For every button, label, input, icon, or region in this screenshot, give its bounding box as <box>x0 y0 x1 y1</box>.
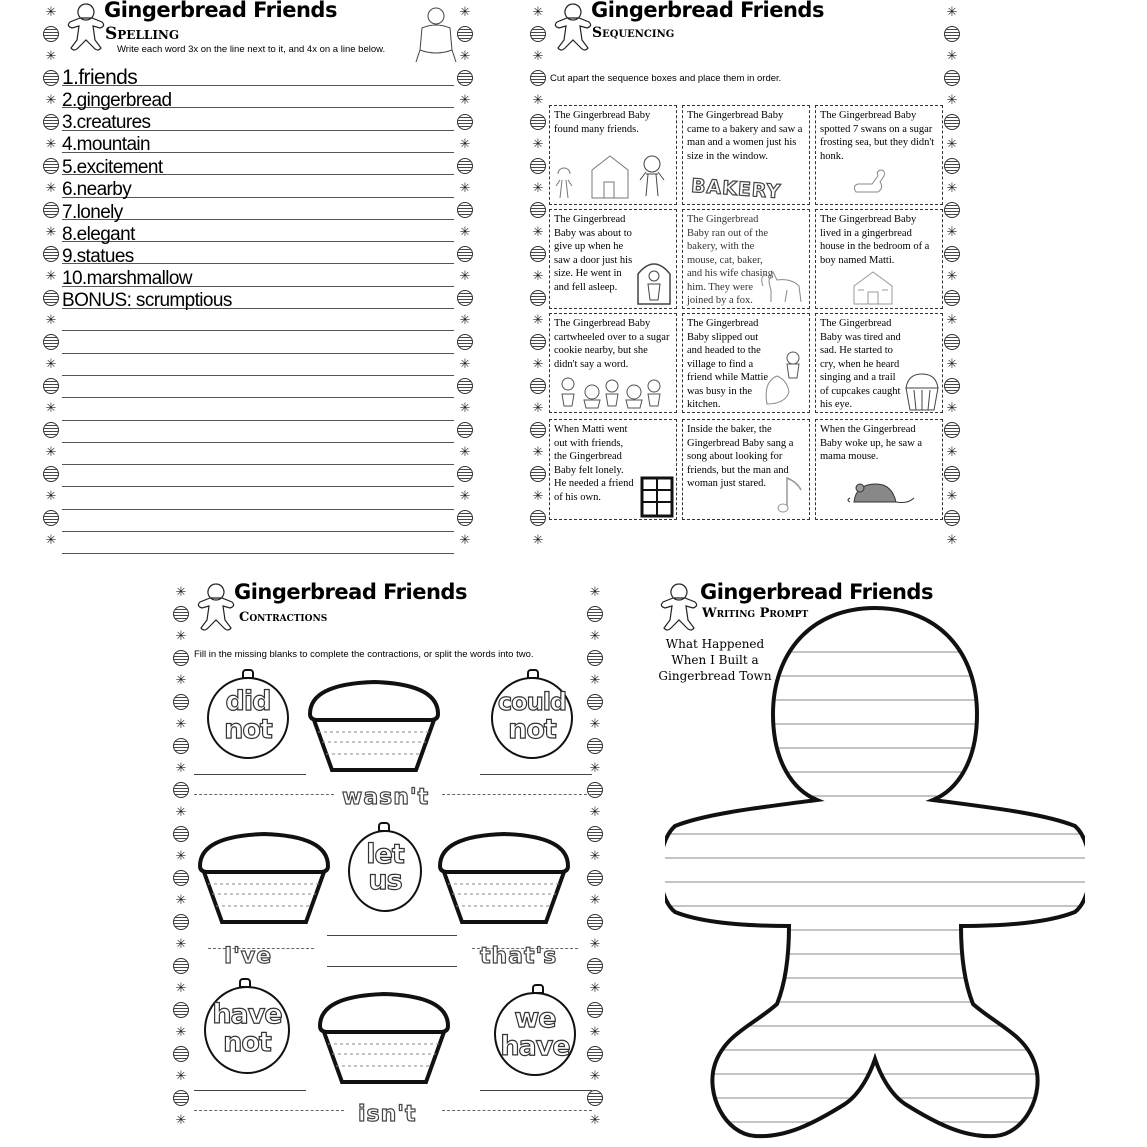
contraction-word: that's <box>480 944 558 969</box>
page-title: Gingerbread Friends <box>104 0 337 22</box>
star-icon: ✳ <box>946 444 958 459</box>
ornament-icon <box>173 606 189 622</box>
star-icon: ✳ <box>589 804 601 819</box>
star-icon: ✳ <box>946 4 958 19</box>
star-icon: ✳ <box>946 400 958 415</box>
ornament-icon <box>530 290 546 306</box>
spelling-word: 7.lonely <box>62 202 123 223</box>
ornament-icon <box>944 202 960 218</box>
ornament-icon <box>173 1002 189 1018</box>
ornament-icon <box>530 510 546 526</box>
ornament-border-right <box>943 0 961 566</box>
cookies-icon <box>554 374 672 410</box>
ornament-icon <box>530 70 546 86</box>
spelling-word: 2.gingerbread <box>62 90 172 111</box>
star-icon: ✳ <box>946 268 958 283</box>
page-title: Gingerbread Friends <box>591 0 824 22</box>
star-icon: ✳ <box>589 892 601 907</box>
writing-prompt: What Happened When I Built a Gingerbread Town <box>658 637 772 683</box>
ornament-icon <box>457 202 473 218</box>
ornament-icon <box>43 510 59 526</box>
sequence-card[interactable]: The Gingerbread Baby slipped out and headed to the village to find a friend while Mattie was busy in the kitchen. <box>682 313 810 413</box>
ornament-icon <box>173 870 189 886</box>
star-icon: ✳ <box>589 672 601 687</box>
star-icon: ✳ <box>589 980 601 995</box>
spelling-worksheet <box>42 0 474 566</box>
gingerbread-house-icon <box>850 270 896 306</box>
ornament-icon <box>944 510 960 526</box>
ornament-icon <box>457 290 473 306</box>
bakery-sign: BAKERY <box>690 174 782 204</box>
contraction-word: wasn't <box>342 785 430 810</box>
star-icon: ✳ <box>946 312 958 327</box>
star-icon: ✳ <box>946 92 958 107</box>
page-subtitle: Contractions <box>239 610 328 625</box>
star-icon: ✳ <box>532 268 544 283</box>
writing-line[interactable] <box>62 397 454 398</box>
star-icon: ✳ <box>45 92 57 107</box>
star-icon: ✳ <box>532 92 544 107</box>
sequence-card[interactable]: When the Gingerbread Baby woke up, he saw a mama mouse. <box>815 419 943 520</box>
ornament-icon <box>587 1046 603 1062</box>
writing-line[interactable] <box>62 330 454 331</box>
sequence-card[interactable]: The Gingerbread Baby spotted 7 swans on a sugar frosting sea, but they didn't honk. <box>815 105 943 205</box>
sequence-card[interactable]: When Matti went out with friends, the Gingerbread Baby felt lonely. He needed a friend of his own. <box>549 419 677 520</box>
ornament-icon <box>43 114 59 130</box>
star-icon: ✳ <box>589 1112 601 1127</box>
ornament-icon <box>173 650 189 666</box>
star-icon: ✳ <box>459 180 471 195</box>
ornament-border-left <box>42 0 60 566</box>
ornament-icon <box>587 694 603 710</box>
star-icon: ✳ <box>946 532 958 547</box>
star-icon: ✳ <box>946 136 958 151</box>
sequence-card[interactable]: The Gingerbread Baby came to a bakery and saw a man and a women just his size in the window. BAKERY <box>682 105 810 205</box>
star-icon: ✳ <box>946 224 958 239</box>
ornament-icon <box>530 158 546 174</box>
star-icon: ✳ <box>459 488 471 503</box>
page-title: Gingerbread Friends <box>700 580 933 604</box>
star-icon: ✳ <box>532 356 544 371</box>
star-icon: ✳ <box>175 936 187 951</box>
ornament-icon <box>587 1090 603 1106</box>
star-icon: ✳ <box>459 400 471 415</box>
ornament-icon <box>173 694 189 710</box>
spelling-word: 5.excitement <box>62 157 163 178</box>
sequence-card[interactable]: The Gingerbread Baby cartwheeled over to a sugar cookie nearby, but she didn't say a word. <box>549 313 677 413</box>
swan-icon <box>850 166 892 198</box>
star-icon: ✳ <box>175 716 187 731</box>
star-icon: ✳ <box>946 488 958 503</box>
cupcake-answer-box[interactable] <box>304 676 444 776</box>
instructions: Fill in the missing blanks to complete the contractions, or split the words into two. <box>194 649 534 660</box>
gingerbread-writing-shape[interactable] <box>665 604 1085 1144</box>
spelling-word: 8.elegant <box>62 224 135 245</box>
star-icon: ✳ <box>589 628 601 643</box>
cupcake-answer-box[interactable] <box>434 828 574 928</box>
star-icon: ✳ <box>532 180 544 195</box>
cupcake-icon <box>902 370 942 412</box>
ornament-icon <box>530 422 546 438</box>
page-subtitle: Writing Prompt <box>702 606 809 621</box>
ornament-border-left <box>172 580 190 1146</box>
ornament-icon <box>587 782 603 798</box>
star-icon: ✳ <box>532 136 544 151</box>
spelling-word: 4.mountain <box>62 134 151 155</box>
gingerbread-chef-icon <box>763 348 807 408</box>
star-icon: ✳ <box>459 4 471 19</box>
ornament-icon <box>457 246 473 262</box>
contraction-word: I've <box>224 944 273 969</box>
ornament-icon <box>43 334 59 350</box>
ornament-icon <box>587 1002 603 1018</box>
contraction-word: isn't <box>358 1102 417 1127</box>
sequence-card[interactable]: The Gingerbread Baby lived in a gingerbread house in the bedroom of a boy named Matti. <box>815 209 943 309</box>
star-icon: ✳ <box>459 444 471 459</box>
gingerbread-man-icon <box>66 2 106 52</box>
ornament-icon <box>173 958 189 974</box>
spelling-word: 3.creatures <box>62 112 151 133</box>
star-icon: ✳ <box>175 760 187 775</box>
ornament-icon <box>457 334 473 350</box>
star-icon: ✳ <box>45 400 57 415</box>
star-icon: ✳ <box>45 268 57 283</box>
ornament-icon <box>173 1046 189 1062</box>
star-icon: ✳ <box>532 224 544 239</box>
ornament-icon <box>587 606 603 622</box>
ornament-have-not: have not <box>204 986 290 1074</box>
star-icon: ✳ <box>946 356 958 371</box>
ornament-icon <box>457 158 473 174</box>
gingerbread-man-icon <box>553 2 593 52</box>
writing-line[interactable] <box>62 509 454 510</box>
sequencing-worksheet <box>529 0 961 566</box>
writing-line[interactable] <box>62 531 454 532</box>
star-icon: ✳ <box>175 584 187 599</box>
ornament-icon <box>944 246 960 262</box>
star-icon: ✳ <box>45 48 57 63</box>
star-icon: ✳ <box>589 584 601 599</box>
ornament-border-right <box>586 580 604 1146</box>
mouse-icon <box>846 474 916 512</box>
ornament-icon <box>43 202 59 218</box>
star-icon: ✳ <box>175 892 187 907</box>
star-icon: ✳ <box>532 532 544 547</box>
ornament-icon <box>457 26 473 42</box>
star-icon: ✳ <box>459 136 471 151</box>
star-icon: ✳ <box>175 848 187 863</box>
ornament-icon <box>43 26 59 42</box>
sequence-card[interactable]: The Gingerbread Baby ran out of the bakery, with the mouse, cat, baker, and his wife chasing him. They were joined by a fox. <box>682 209 810 309</box>
instructions: Cut apart the sequence boxes and place them in order. <box>550 73 782 84</box>
gingerbread-chef-icon <box>412 4 458 66</box>
spelling-word: BONUS: scrumptious <box>62 290 232 311</box>
ornament-icon <box>43 246 59 262</box>
ornament-icon <box>587 650 603 666</box>
ornament-icon <box>944 422 960 438</box>
ornament-icon <box>587 914 603 930</box>
star-icon: ✳ <box>45 224 57 239</box>
ornament-icon <box>530 114 546 130</box>
ornament-icon <box>173 738 189 754</box>
ornament-we-have: we have <box>494 992 576 1076</box>
ornament-icon <box>530 466 546 482</box>
ornament-icon <box>944 158 960 174</box>
ornament-icon <box>530 334 546 350</box>
ornament-border-right <box>456 0 474 566</box>
ornament-icon <box>530 378 546 394</box>
ornament-icon <box>43 422 59 438</box>
star-icon: ✳ <box>175 628 187 643</box>
sequence-card[interactable]: The Gingerbread Baby was about to give up when he saw a door just his size. He went in and fell asleep. <box>549 209 677 309</box>
ornament-icon <box>173 914 189 930</box>
ornament-let-us: let us <box>348 830 422 912</box>
contractions-worksheet <box>172 580 604 1146</box>
ornament-icon <box>173 1090 189 1106</box>
spelling-word: 1.friends <box>62 66 138 89</box>
writing-line[interactable] <box>62 553 454 554</box>
star-icon: ✳ <box>459 48 471 63</box>
ornament-did-not: did not <box>207 677 289 759</box>
gingerbread-house-icon <box>554 152 672 202</box>
cupcake-answer-box[interactable] <box>314 988 454 1088</box>
ornament-icon <box>43 378 59 394</box>
star-icon: ✳ <box>532 48 544 63</box>
window-icon <box>640 476 674 518</box>
writing-line[interactable] <box>62 486 454 487</box>
sequence-card[interactable]: The Gingerbread Baby was tired and sad. He started to cry, when he heard singing and a trail of cupcakes caught his eye. <box>815 313 943 413</box>
star-icon: ✳ <box>45 4 57 19</box>
sequence-card[interactable]: Inside the baker, the Gingerbread Baby sang a song about looking for friends, but the man and woman just stared. <box>682 419 810 520</box>
ornament-icon <box>587 870 603 886</box>
writing-line[interactable] <box>62 353 454 354</box>
ornament-icon <box>43 70 59 86</box>
star-icon: ✳ <box>589 1068 601 1083</box>
ornament-icon <box>457 466 473 482</box>
star-icon: ✳ <box>946 180 958 195</box>
ornament-icon <box>944 26 960 42</box>
gingerbread-man-icon <box>196 582 236 632</box>
ornament-icon <box>944 114 960 130</box>
instructions: Write each word 3x on the line next to it, and 4x on a line below. <box>117 44 386 55</box>
ornament-icon <box>587 738 603 754</box>
writing-line[interactable] <box>62 442 454 443</box>
ornament-icon <box>530 26 546 42</box>
star-icon: ✳ <box>459 312 471 327</box>
ornament-icon <box>43 290 59 306</box>
star-icon: ✳ <box>175 1024 187 1039</box>
writing-line[interactable] <box>62 375 454 376</box>
ornament-icon <box>43 158 59 174</box>
writing-line[interactable] <box>62 420 454 421</box>
ornament-icon <box>457 422 473 438</box>
star-icon: ✳ <box>459 224 471 239</box>
ornament-icon <box>457 70 473 86</box>
ornament-border-left <box>529 0 547 566</box>
star-icon: ✳ <box>589 716 601 731</box>
spelling-word: 9.statues <box>62 246 134 267</box>
spelling-word: 10.marshmallow <box>62 268 192 289</box>
spelling-word: 6.nearby <box>62 179 132 200</box>
star-icon: ✳ <box>175 804 187 819</box>
star-icon: ✳ <box>589 936 601 951</box>
ornament-icon <box>530 246 546 262</box>
star-icon: ✳ <box>532 312 544 327</box>
star-icon: ✳ <box>175 980 187 995</box>
music-note-icon <box>777 474 805 516</box>
ornament-icon <box>944 466 960 482</box>
star-icon: ✳ <box>459 532 471 547</box>
sequence-card[interactable]: The Gingerbread Baby found many friends. <box>549 105 677 205</box>
writing-prompt-worksheet <box>655 580 1087 1146</box>
star-icon: ✳ <box>45 444 57 459</box>
star-icon: ✳ <box>45 532 57 547</box>
star-icon: ✳ <box>532 400 544 415</box>
star-icon: ✳ <box>45 180 57 195</box>
star-icon: ✳ <box>459 92 471 107</box>
cupcake-answer-box[interactable] <box>194 828 334 928</box>
page-subtitle: Spelling <box>105 24 180 44</box>
star-icon: ✳ <box>45 312 57 327</box>
door-icon <box>636 258 672 306</box>
ornament-icon <box>944 70 960 86</box>
star-icon: ✳ <box>532 444 544 459</box>
ornament-icon <box>457 114 473 130</box>
page-subtitle: Sequencing <box>592 25 675 41</box>
ornament-icon <box>173 826 189 842</box>
ornament-could-not: could not <box>491 677 573 759</box>
star-icon: ✳ <box>45 136 57 151</box>
star-icon: ✳ <box>175 1112 187 1127</box>
star-icon: ✳ <box>45 488 57 503</box>
star-icon: ✳ <box>45 356 57 371</box>
ornament-icon <box>173 782 189 798</box>
ornament-icon <box>457 510 473 526</box>
star-icon: ✳ <box>532 488 544 503</box>
star-icon: ✳ <box>589 848 601 863</box>
ornament-icon <box>587 826 603 842</box>
star-icon: ✳ <box>175 1068 187 1083</box>
ornament-icon <box>43 466 59 482</box>
page-title: Gingerbread Friends <box>234 580 467 604</box>
star-icon: ✳ <box>946 48 958 63</box>
writing-line[interactable] <box>62 464 454 465</box>
star-icon: ✳ <box>459 268 471 283</box>
star-icon: ✳ <box>175 672 187 687</box>
ornament-icon <box>944 290 960 306</box>
ornament-icon <box>944 378 960 394</box>
ornament-icon <box>530 202 546 218</box>
star-icon: ✳ <box>459 356 471 371</box>
star-icon: ✳ <box>589 760 601 775</box>
ornament-icon <box>587 958 603 974</box>
ornament-icon <box>944 334 960 350</box>
ornament-icon <box>457 378 473 394</box>
cat-icon <box>761 266 807 306</box>
star-icon: ✳ <box>589 1024 601 1039</box>
star-icon: ✳ <box>532 4 544 19</box>
